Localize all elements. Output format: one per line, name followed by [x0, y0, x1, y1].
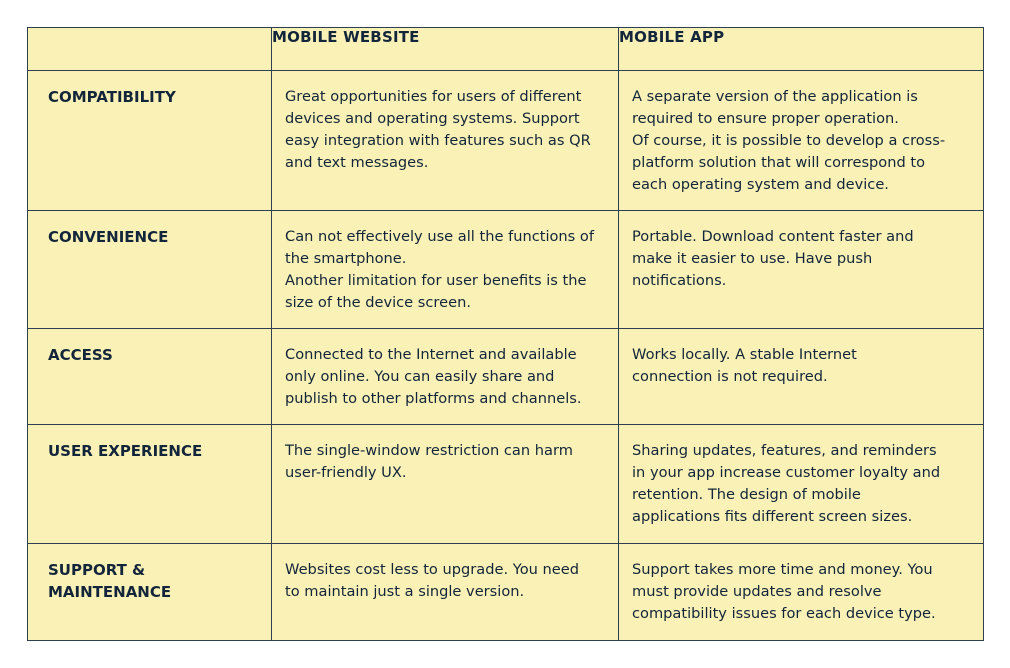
- row-label-line: MAINTENANCE: [48, 583, 172, 601]
- cell-line: A separate version of the application is: [632, 88, 918, 105]
- cell-line: and text messages.: [285, 154, 429, 171]
- header-empty-cell: [28, 28, 272, 71]
- cell-line: Can not effectively use all the functions of: [285, 228, 594, 245]
- cell-website-compatibility: [272, 71, 619, 211]
- table-row: [28, 329, 984, 425]
- cell-line: applications fits different screen sizes.: [632, 508, 913, 525]
- cell-line: Support takes more time and money. You: [632, 561, 933, 578]
- row-label-line: SUPPORT &: [48, 561, 146, 579]
- cell-line: The single-window restriction can harm: [285, 442, 573, 459]
- cell-website-support-maintenance: [272, 544, 619, 641]
- cell-website-access: [272, 329, 619, 425]
- cell-line: Of course, it is possible to develop a cross-: [632, 132, 946, 149]
- cell-line: user-friendly UX.: [285, 464, 407, 481]
- cell-line: required to ensure proper operation.: [632, 110, 899, 127]
- cell-app-convenience: [619, 211, 984, 329]
- cell-app-user-experience: [619, 425, 984, 544]
- row-label-compatibility: COMPATIBILITY: [28, 71, 272, 211]
- cell-line: connection is not required.: [632, 368, 828, 385]
- cell-line: Websites cost less to upgrade. You need: [285, 561, 580, 578]
- row-label-access: ACCESS: [28, 329, 272, 425]
- cell-line: publish to other platforms and channels.: [285, 390, 582, 407]
- table-row: [28, 211, 984, 329]
- cell-line: platform solution that will correspond to: [632, 154, 926, 171]
- header-mobile-website: MOBILE WEBSITE: [272, 28, 619, 71]
- cell-line: size of the device screen.: [285, 294, 471, 311]
- cell-line: easy integration with features such as QR: [285, 132, 591, 149]
- row-label-support-maintenance: [28, 544, 272, 641]
- cell-line: Portable. Download content faster and: [632, 228, 914, 245]
- cell-website-user-experience: [272, 425, 619, 544]
- comparison-table: [27, 27, 984, 641]
- cell-website-convenience: [272, 211, 619, 329]
- cell-line: Works locally. A stable Internet: [632, 346, 857, 363]
- cell-line: notifications.: [632, 272, 727, 289]
- cell-line: Great opportunities for users of different: [285, 88, 582, 105]
- cell-line: must provide updates and resolve: [632, 583, 882, 600]
- cell-line: in your app increase customer loyalty and: [632, 464, 941, 481]
- cell-line: the smartphone.: [285, 250, 407, 267]
- cell-line: compatibility issues for each device type.: [632, 605, 936, 622]
- cell-line: each operating system and device.: [632, 176, 889, 193]
- cell-line: Sharing updates, features, and reminders: [632, 442, 937, 459]
- table-row: [28, 544, 984, 641]
- table-row: [28, 71, 984, 211]
- header-row: [28, 28, 984, 71]
- cell-line: Another limitation for user benefits is the: [285, 272, 587, 289]
- cell-line: only online. You can easily share and: [285, 368, 555, 385]
- cell-line: retention. The design of mobile: [632, 486, 861, 503]
- header-mobile-app: MOBILE APP: [619, 28, 984, 71]
- row-label-user-experience: USER EXPERIENCE: [28, 425, 272, 544]
- cell-line: make it easier to use. Have push: [632, 250, 873, 267]
- table-row: [28, 425, 984, 544]
- cell-app-support-maintenance: [619, 544, 984, 641]
- cell-app-compatibility: [619, 71, 984, 211]
- row-label-convenience: CONVENIENCE: [28, 211, 272, 329]
- cell-line: devices and operating systems. Support: [285, 110, 580, 127]
- cell-line: Connected to the Internet and available: [285, 346, 577, 363]
- cell-app-access: [619, 329, 984, 425]
- cell-line: to maintain just a single version.: [285, 583, 525, 600]
